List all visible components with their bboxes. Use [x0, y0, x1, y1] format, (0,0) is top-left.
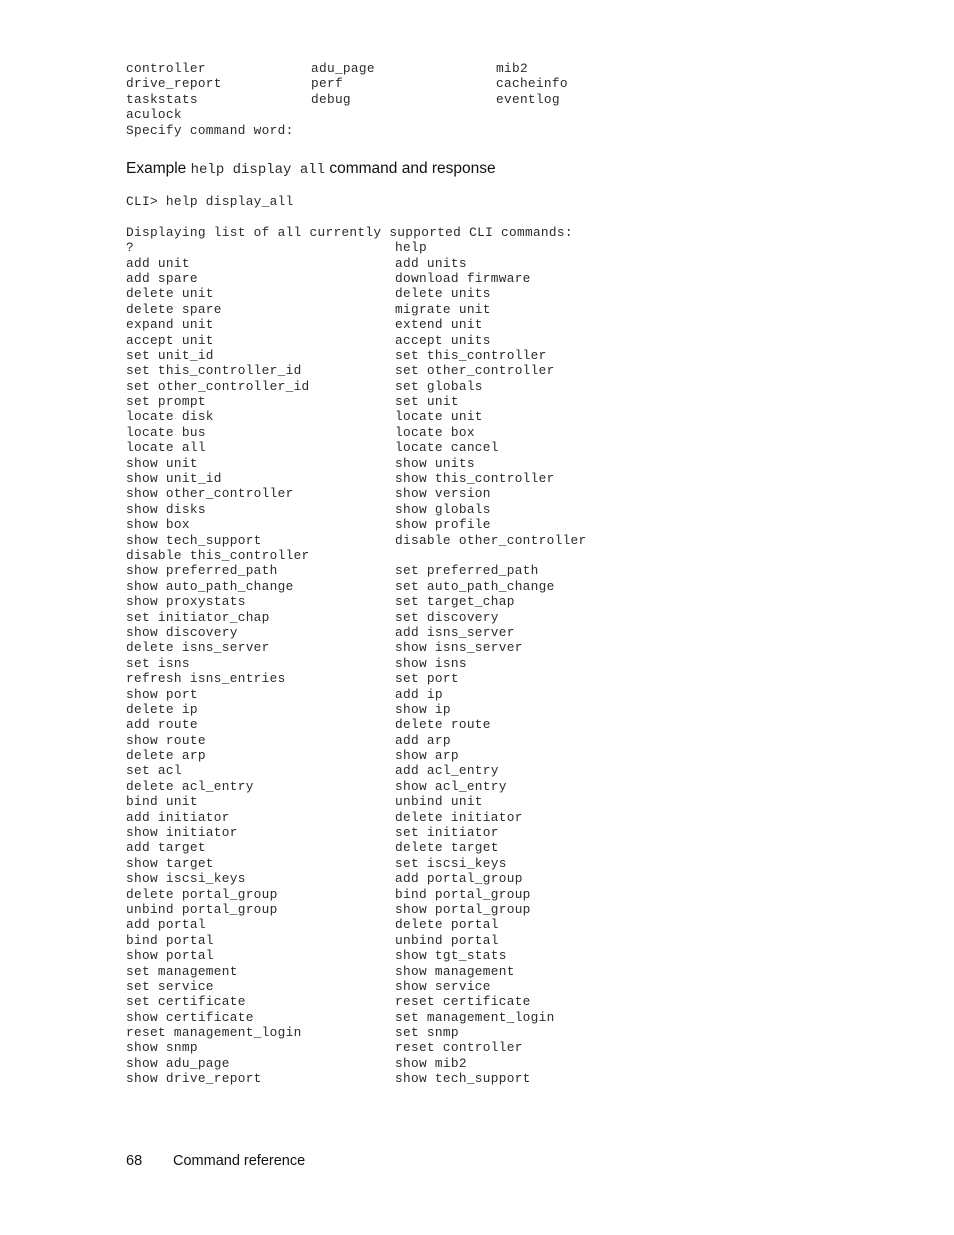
command-row [126, 979, 655, 994]
command-left: disable this_controller [126, 547, 310, 563]
command-right: show isns [395, 655, 467, 671]
command-right: add arp [395, 732, 451, 748]
command-row [126, 1040, 655, 1055]
command-row [126, 440, 655, 455]
blank-line [126, 209, 655, 224]
command-row [126, 810, 655, 825]
command-row [126, 256, 655, 271]
command-left: delete arp [126, 748, 206, 764]
command-left: locate disk [126, 409, 214, 425]
command-right: add acl_entry [395, 763, 499, 779]
command-right: locate unit [395, 409, 483, 425]
command-row [126, 779, 655, 794]
command-left: show initiator [126, 825, 238, 841]
command-left: refresh isns_entries [126, 671, 286, 687]
command-left: bind portal [126, 932, 214, 948]
specify-command-prompt: Specify command word: [126, 122, 294, 138]
command-right: set globals [395, 378, 483, 394]
page-number: 68 [126, 1153, 143, 1169]
command-left: show adu_page [126, 1055, 230, 1071]
command-left: set this_controller_id [126, 363, 302, 379]
command-right: accept units [395, 332, 491, 348]
command-left: delete isns_server [126, 640, 270, 656]
example-heading [126, 160, 496, 178]
command-right: unbind portal [395, 932, 499, 948]
command-word-row [126, 61, 646, 76]
command-row [126, 486, 655, 501]
command-left: add unit [126, 255, 190, 271]
command-left: add portal [126, 917, 206, 933]
command-row [126, 302, 655, 317]
command-word: aculock [126, 107, 182, 123]
command-row [126, 502, 655, 517]
command-right: show ip [395, 701, 451, 717]
command-left: delete ip [126, 701, 198, 717]
footer-section-title: Command reference [173, 1153, 306, 1169]
command-row [126, 471, 655, 486]
command-row [126, 856, 655, 871]
command-row [126, 887, 655, 902]
command-right: locate cancel [395, 440, 499, 456]
command-row [126, 1025, 655, 1040]
command-row [126, 702, 655, 717]
command-left: show tech_support [126, 532, 262, 548]
command-left: delete unit [126, 286, 214, 302]
command-word: controller [126, 61, 206, 76]
command-right: add units [395, 255, 467, 271]
command-left: show drive_report [126, 1071, 262, 1087]
command-right: bind portal_group [395, 886, 531, 902]
command-row [126, 271, 655, 286]
command-left: add spare [126, 270, 198, 286]
command-right: download firmware [395, 270, 531, 286]
heading-prefix: Example [126, 160, 187, 177]
heading-code: help display all [190, 162, 326, 178]
command-row [126, 240, 655, 255]
command-row [126, 563, 655, 578]
command-right: help [395, 240, 427, 256]
command-row [126, 964, 655, 979]
command-row [126, 994, 655, 1009]
command-left: delete spare [126, 301, 222, 317]
command-left: reset management_login [126, 1025, 302, 1041]
command-row [126, 871, 655, 886]
command-row [126, 348, 655, 363]
command-left: set prompt [126, 394, 206, 410]
command-word: mib2 [496, 61, 528, 76]
command-word [311, 107, 496, 122]
command-left: bind unit [126, 794, 198, 810]
command-row [126, 610, 655, 625]
command-left: show route [126, 732, 206, 748]
command-right: delete units [395, 286, 491, 302]
command-right: show tech_support [395, 1071, 531, 1087]
command-right: add ip [395, 686, 443, 702]
command-row [126, 840, 655, 855]
command-word: taskstats [126, 91, 198, 107]
command-right: set preferred_path [395, 563, 539, 579]
command-right: reset controller [395, 1040, 523, 1056]
command-right: add portal_group [395, 871, 523, 887]
command-left: add target [126, 840, 206, 856]
example-output [126, 194, 655, 1087]
command-word-rows [126, 61, 646, 123]
command-word-row [126, 107, 646, 122]
command-row [126, 671, 655, 686]
command-left: show certificate [126, 1009, 254, 1025]
command-row [126, 1071, 655, 1086]
command-row [126, 656, 655, 671]
command-left: show discovery [126, 624, 238, 640]
command-right: delete initiator [395, 809, 523, 825]
command-right: show version [395, 486, 491, 502]
command-row [126, 825, 655, 840]
command-right: show mib2 [395, 1055, 467, 1071]
command-row [126, 717, 655, 732]
command-right: set iscsi_keys [395, 855, 507, 871]
command-left: show proxystats [126, 594, 246, 610]
command-right: reset certificate [395, 994, 531, 1010]
command-left: delete acl_entry [126, 778, 254, 794]
command-row [126, 517, 655, 532]
command-word [496, 107, 646, 122]
command-row [126, 687, 655, 702]
command-left: show snmp [126, 1040, 198, 1056]
command-left: add route [126, 717, 198, 733]
command-left: set certificate [126, 994, 246, 1010]
command-left: set other_controller_id [126, 378, 310, 394]
command-row [126, 794, 655, 809]
command-right: show service [395, 978, 491, 994]
command-word: adu_page [311, 61, 375, 76]
command-left: locate all [126, 440, 206, 456]
command-left: show other_controller [126, 486, 294, 502]
command-table [126, 240, 655, 1086]
command-word: drive_report [126, 76, 222, 92]
command-left: show disks [126, 501, 206, 517]
command-right: disable other_controller [395, 532, 587, 548]
command-right: unbind unit [395, 794, 483, 810]
command-right: extend unit [395, 317, 483, 333]
command-left: set management [126, 963, 238, 979]
command-right: show globals [395, 501, 491, 517]
command-left: show portal [126, 948, 214, 964]
command-right: show units [395, 455, 475, 471]
command-right: delete target [395, 840, 499, 856]
command-right: show tgt_stats [395, 948, 507, 964]
command-word-list [126, 61, 646, 138]
command-left: set initiator_chap [126, 609, 270, 625]
command-right: set unit [395, 394, 459, 410]
command-row [126, 917, 655, 932]
command-left: show iscsi_keys [126, 871, 246, 887]
command-row [126, 594, 655, 609]
command-left: set service [126, 978, 214, 994]
command-row [126, 579, 655, 594]
command-left: ? [126, 240, 134, 256]
command-word: eventlog [496, 91, 560, 107]
command-row [126, 409, 655, 424]
command-word: cacheinfo [496, 76, 568, 92]
command-right: set port [395, 671, 459, 687]
heading-suffix: command and response [329, 160, 496, 177]
command-row [126, 948, 655, 963]
command-right: show arp [395, 748, 459, 764]
command-row [126, 333, 655, 348]
command-left: show port [126, 686, 198, 702]
command-row [126, 733, 655, 748]
command-left: show target [126, 855, 214, 871]
command-left: delete portal_group [126, 886, 278, 902]
command-row [126, 902, 655, 917]
command-row [126, 363, 655, 378]
command-right: add isns_server [395, 624, 515, 640]
command-right: migrate unit [395, 301, 491, 317]
command-row [126, 533, 655, 548]
command-row [126, 425, 655, 440]
intro-line: Displaying list of all currently supported CLI commands: [126, 224, 573, 240]
command-row [126, 379, 655, 394]
command-right: set auto_path_change [395, 578, 555, 594]
command-right: delete route [395, 717, 491, 733]
command-word: debug [311, 91, 351, 107]
command-row [126, 933, 655, 948]
command-word: perf [311, 76, 343, 92]
command-left: set isns [126, 655, 190, 671]
command-right: set management_login [395, 1009, 555, 1025]
command-row [126, 317, 655, 332]
command-left: show box [126, 517, 190, 533]
command-row [126, 640, 655, 655]
command-right: set initiator [395, 825, 499, 841]
command-row [126, 763, 655, 778]
command-right: show this_controller [395, 471, 555, 487]
command-row [126, 548, 655, 563]
command-left: set unit_id [126, 347, 214, 363]
command-right: set target_chap [395, 594, 515, 610]
command-row [126, 456, 655, 471]
command-right: show portal_group [395, 901, 531, 917]
command-row [126, 286, 655, 301]
command-left: expand unit [126, 317, 214, 333]
command-row [126, 1010, 655, 1025]
command-right: locate box [395, 424, 475, 440]
command-right: show isns_server [395, 640, 523, 656]
command-left: show preferred_path [126, 563, 278, 579]
command-left: unbind portal_group [126, 901, 278, 917]
command-left: set acl [126, 763, 182, 779]
command-right: show management [395, 963, 515, 979]
command-left: show unit_id [126, 471, 222, 487]
command-right: set other_controller [395, 363, 555, 379]
command-row [126, 1056, 655, 1071]
command-word-row [126, 92, 646, 107]
command-right [395, 548, 655, 563]
command-row [126, 394, 655, 409]
command-word-row [126, 76, 646, 91]
command-left: accept unit [126, 332, 214, 348]
command-row [126, 625, 655, 640]
command-right: set discovery [395, 609, 499, 625]
command-left: show auto_path_change [126, 578, 294, 594]
command-right: delete portal [395, 917, 499, 933]
command-left: show unit [126, 455, 198, 471]
command-right: set this_controller [395, 347, 547, 363]
command-left: add initiator [126, 809, 230, 825]
command-row [126, 748, 655, 763]
command-left: locate bus [126, 424, 206, 440]
command-right: show acl_entry [395, 778, 507, 794]
command-right: show profile [395, 517, 491, 533]
command-right: set snmp [395, 1025, 459, 1041]
page-footer [126, 1153, 305, 1169]
cli-prompt-line: CLI> help display_all [126, 194, 294, 209]
